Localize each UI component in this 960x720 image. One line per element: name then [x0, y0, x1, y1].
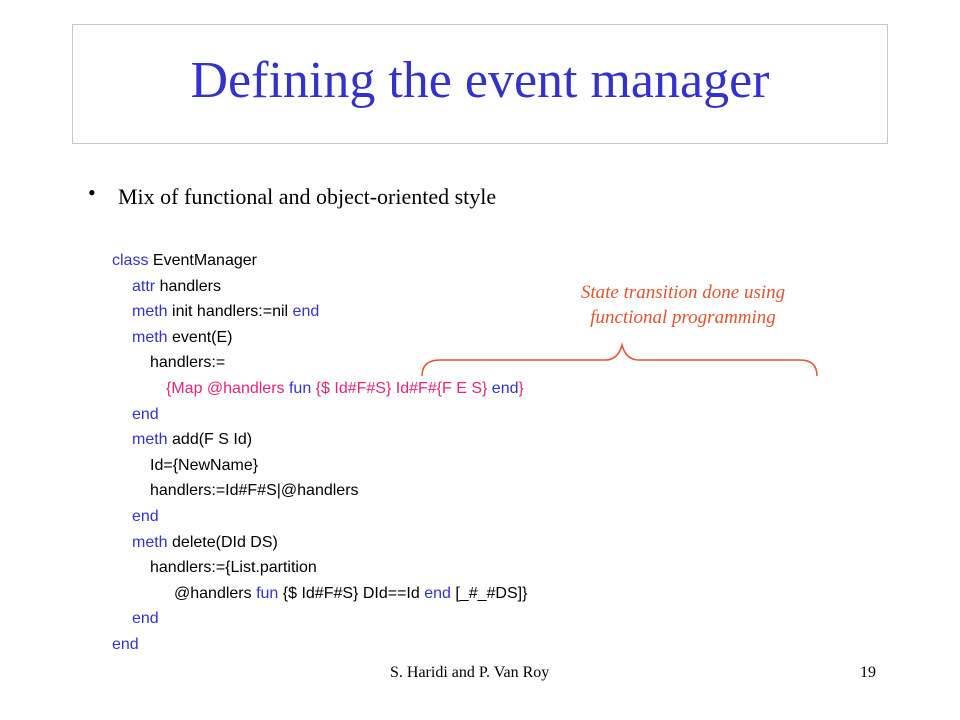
keyword: attr	[132, 277, 156, 295]
keyword: meth	[132, 533, 168, 551]
code-line	[112, 632, 527, 658]
code-line	[112, 530, 527, 556]
code-line	[112, 581, 527, 607]
keyword: end	[132, 507, 159, 525]
keyword: meth	[132, 431, 168, 449]
code-text: {$ Id#F#S} DId==Id	[278, 584, 425, 602]
annotation-callout	[548, 280, 818, 330]
code-line	[112, 274, 527, 300]
code-line	[112, 427, 527, 453]
keyword: meth	[132, 303, 168, 321]
code-line	[112, 504, 527, 530]
keyword: fun	[288, 379, 312, 397]
page-number: 19	[860, 664, 876, 681]
bullet-text: Mix of functional and object-oriented style	[118, 184, 497, 209]
code-text: {$ Id#F#S} Id#F#{F E S}	[311, 379, 492, 397]
code-text: EventManager	[148, 252, 257, 269]
code-line	[112, 299, 527, 325]
code-text: {Map @handlers	[166, 379, 289, 397]
keyword: meth	[132, 328, 168, 346]
code-text: handlers	[155, 277, 221, 295]
keyword: class	[112, 252, 149, 269]
bullet-marker: •	[88, 180, 96, 205]
code-text: init handlers:=nil	[167, 303, 293, 321]
code-line	[112, 606, 527, 632]
code-text: }	[518, 379, 524, 397]
keyword: fun	[256, 584, 279, 602]
slide-title: Defining the event manager	[190, 51, 770, 109]
curly-brace-icon	[420, 340, 820, 380]
code-text: handlers:=	[150, 354, 226, 372]
title-box	[72, 24, 888, 144]
annotation-line-1: State transition done using	[580, 282, 786, 303]
code-text: add(F S Id)	[167, 431, 253, 449]
keyword: end	[292, 303, 320, 321]
keyword: end	[491, 379, 519, 397]
keyword: end	[424, 584, 451, 602]
code-line	[112, 453, 527, 479]
code-line	[112, 248, 527, 274]
code-block	[112, 248, 527, 658]
code-text: Id={NewName}	[150, 456, 259, 474]
footer-author: S. Haridi and P. Van Roy	[390, 664, 550, 681]
code-text: [_#_#DS]}	[450, 584, 528, 602]
keyword: end	[132, 610, 159, 628]
code-line	[112, 555, 527, 581]
keyword: end	[132, 405, 159, 423]
code-text: event(E)	[167, 328, 233, 346]
keyword: end	[112, 635, 139, 653]
code-text: handlers:=Id#F#S|@handlers	[150, 482, 359, 500]
annotation-line-2: functional programming	[590, 307, 776, 328]
code-line	[112, 402, 527, 428]
code-text: delete(DId DS)	[167, 533, 278, 551]
code-text: handlers:={List.partition	[150, 559, 317, 577]
code-text: @handlers	[174, 584, 257, 602]
code-line	[112, 478, 527, 504]
